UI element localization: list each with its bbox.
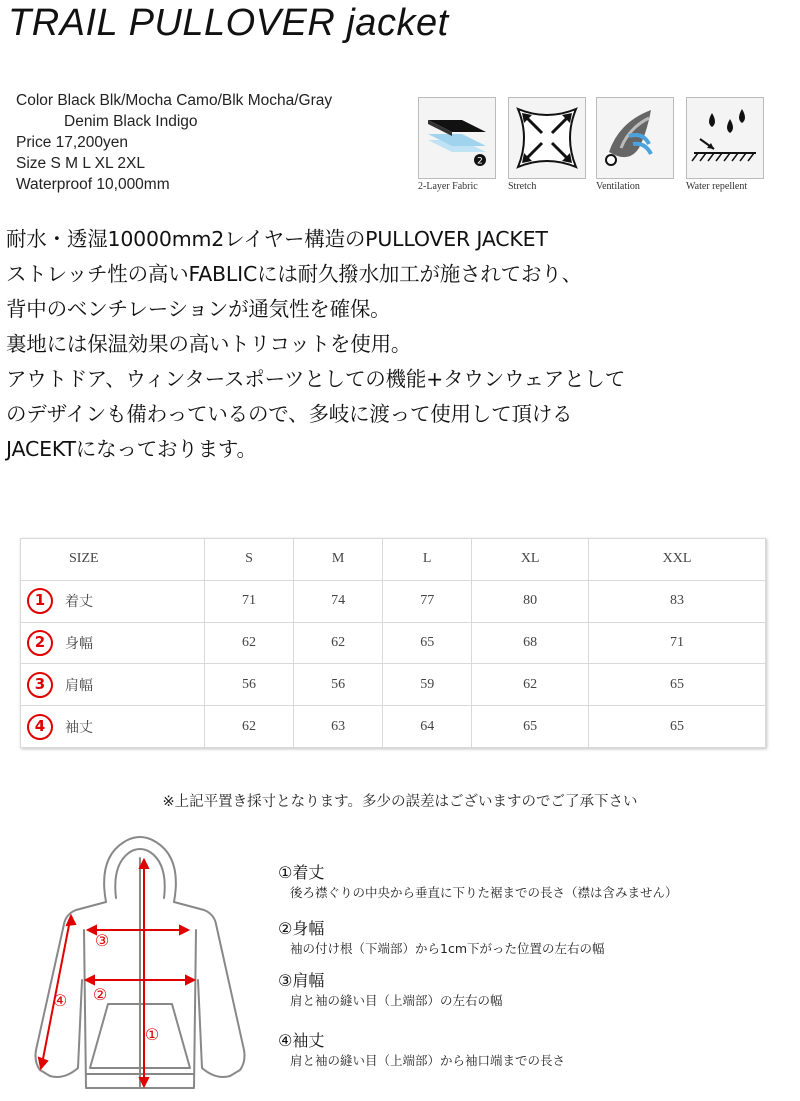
table-cell: 65 [472, 706, 589, 748]
row-label-text: 袖丈 [65, 720, 93, 736]
measure-title: ④袖丈 [278, 1031, 325, 1050]
page-title: TRAIL PULLOVER jacket [8, 2, 449, 44]
spec-price: Price 17,200yen [16, 134, 129, 151]
description-line: JACEKTになっております。 [6, 437, 257, 461]
table-cell: 65 [589, 706, 766, 748]
table-cell: 83 [589, 580, 766, 622]
table-row [21, 622, 766, 664]
measure-desc: 袖の付け根（下端部）から1cm下がった位置の左右の幅 [290, 941, 605, 956]
product-description [6, 222, 625, 467]
spec-size: Size S M L XL 2XL [16, 155, 145, 172]
table-cell: 68 [472, 622, 589, 664]
stretch-arrows-icon [508, 97, 586, 179]
feature-label: 2-Layer Fabric [418, 181, 478, 192]
table-cell: 62 [472, 664, 589, 706]
table-header-row [21, 539, 766, 581]
table-cell: 65 [589, 664, 766, 706]
table-cell: 74 [294, 580, 383, 622]
row-number-badge: 2 [27, 630, 53, 656]
table-cell: 80 [472, 580, 589, 622]
table-cell: 63 [294, 706, 383, 748]
feature-stretch [508, 97, 590, 192]
table-cell: 56 [205, 664, 294, 706]
water-repellent-icon [686, 97, 764, 179]
row-label-text: 身幅 [65, 636, 93, 652]
spec-color: Color Black Blk/Mocha Camo/Blk Mocha/Gray [16, 92, 333, 109]
table-row [21, 706, 766, 748]
row-label [21, 664, 205, 706]
feature-icons [418, 97, 774, 201]
table-header-cell: XXL [589, 539, 766, 581]
feature-water-repellent [686, 97, 768, 192]
table-header-cell: M [294, 539, 383, 581]
measure-title: ①着丈 [278, 863, 325, 882]
description-line: ストレッチ性の高いFABLICには耐久撥水加工が施されており、 [6, 262, 582, 286]
diagram-label-sleeve: ④ [52, 991, 68, 1010]
description-line: 耐水・透湿10000mm2レイヤー構造のPULLOVER JACKET [6, 227, 548, 251]
measure-title: ③肩幅 [278, 971, 325, 990]
feature-two-layer [418, 97, 500, 192]
size-table [20, 538, 766, 748]
measure-desc: 肩と袖の縫い目（上端部）から袖口端までの長さ [290, 1053, 566, 1068]
table-cell: 59 [383, 664, 472, 706]
row-number-badge: 1 [27, 588, 53, 614]
measure-sleeve [278, 1028, 565, 1069]
table-row [21, 580, 766, 622]
row-number-badge: 3 [27, 672, 53, 698]
two-layer-fabric-icon [418, 97, 496, 179]
measure-body-width [278, 916, 605, 957]
table-cell: 62 [205, 622, 294, 664]
feature-ventilation [596, 97, 678, 192]
measure-title: ②身幅 [278, 919, 325, 938]
feature-label: Stretch [508, 181, 537, 192]
table-cell: 71 [589, 622, 766, 664]
feature-label: Water repellent [686, 181, 748, 192]
table-cell: 62 [294, 622, 383, 664]
description-line: 裏地には保温効果の高いトリコットを使用。 [6, 332, 412, 356]
svg-text:2: 2 [477, 156, 483, 167]
feature-label: Ventilation [596, 181, 640, 192]
spec-list [16, 90, 332, 195]
description-line: のデザインも備わっているので、多岐に渡って使用して頂ける [6, 402, 573, 426]
table-header-cell: L [383, 539, 472, 581]
diagram-label-width: ② [92, 985, 108, 1004]
measurement-note: ※上記平置き採寸となります。多少の誤差はございますのでご了承下さい [162, 794, 638, 810]
row-label-text: 肩幅 [65, 678, 93, 694]
table-cell: 71 [205, 580, 294, 622]
description-line: 背中のベンチレーションが通気性を確保。 [6, 297, 391, 321]
table-header-cell: S [205, 539, 294, 581]
row-label [21, 580, 205, 622]
jacket-diagram [20, 830, 260, 1098]
table-cell: 56 [294, 664, 383, 706]
table-cell: 65 [383, 622, 472, 664]
row-label [21, 622, 205, 664]
diagram-label-length: ① [144, 1025, 160, 1044]
ventilation-icon [596, 97, 674, 179]
measure-shoulder [278, 968, 503, 1009]
measure-desc: 肩と袖の縫い目（上端部）の左右の幅 [290, 993, 503, 1008]
spec-color-cont: Denim Black Indigo [64, 113, 198, 130]
table-row [21, 664, 766, 706]
table-header-cell: SIZE [21, 539, 205, 581]
table-cell: 64 [383, 706, 472, 748]
diagram-label-shoulder: ③ [94, 931, 110, 950]
description-line: アウトドア、ウィンタースポーツとしての機能+タウンウェアとして [6, 367, 626, 391]
row-label-text: 着丈 [65, 595, 93, 611]
measure-length [278, 860, 678, 901]
table-header-cell: XL [472, 539, 589, 581]
measure-desc: 後ろ襟ぐりの中央から垂直に下りた裾までの長さ（襟は含みません） [290, 885, 678, 900]
table-cell: 62 [205, 706, 294, 748]
row-number-badge: 4 [27, 714, 53, 740]
table-cell: 77 [383, 580, 472, 622]
spec-waterproof: Waterproof 10,000mm [16, 176, 170, 193]
row-label [21, 706, 205, 748]
